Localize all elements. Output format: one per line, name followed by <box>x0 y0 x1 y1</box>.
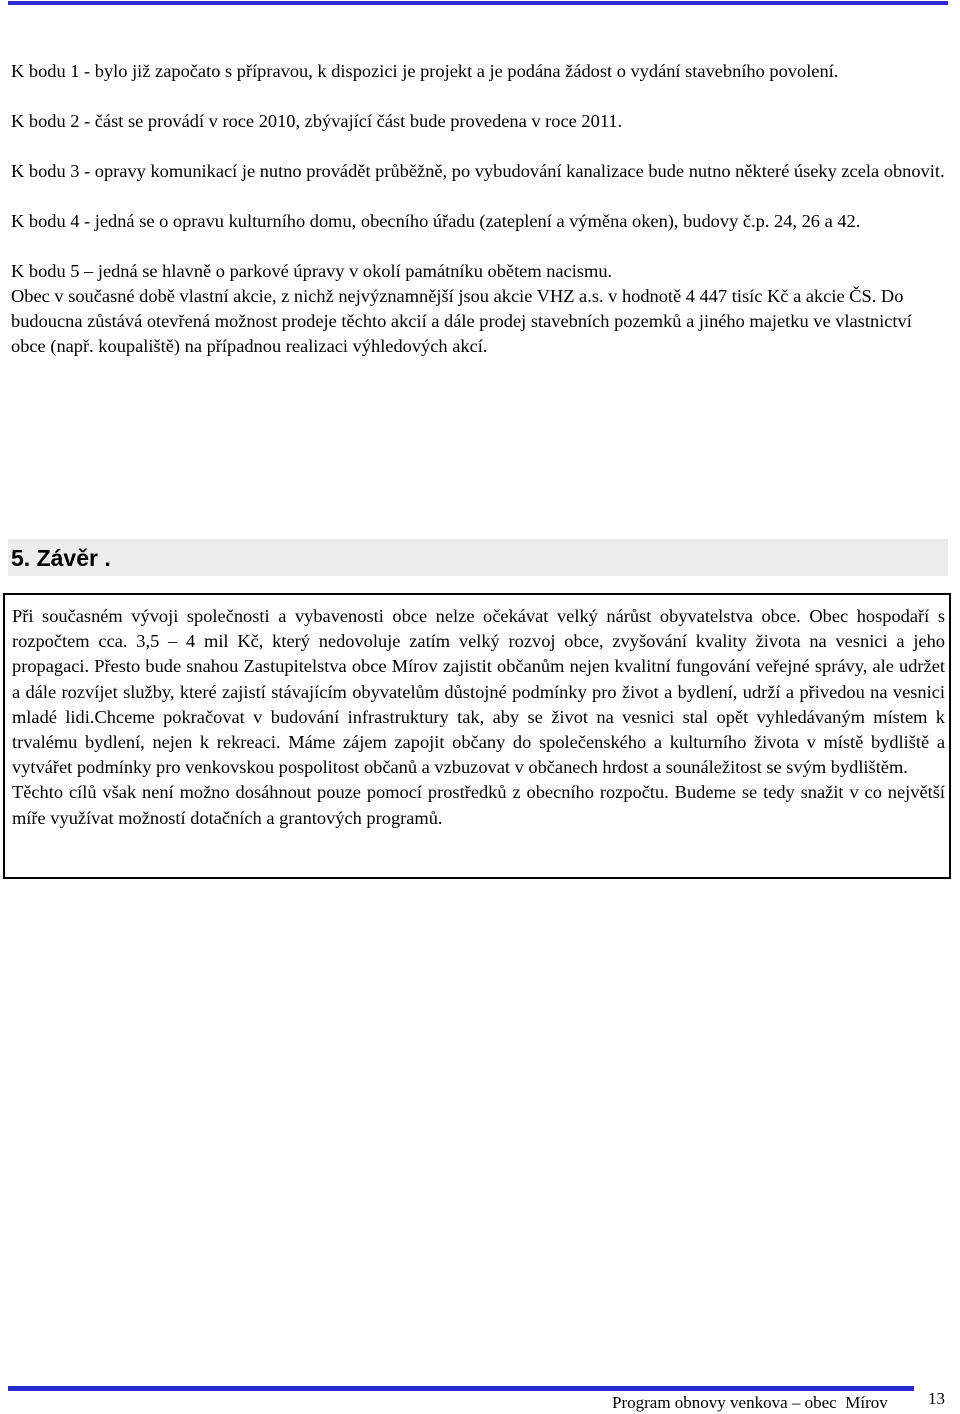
paragraph-item-5: K bodu 5 – jedná se hlavně o parkové úpravy v okolí památníku obětem nacismu. <box>11 261 613 281</box>
document-body <box>11 59 946 359</box>
conclusion-text <box>12 604 945 831</box>
page-number: 13 <box>928 1389 945 1408</box>
paragraph-item-2: K bodu 2 - část se provádí v roce 2010, zbývající část bude provedena v roce 2011. <box>11 111 623 131</box>
conclusion-paragraph-1: Při současném vývoji společnosti a vybavenosti obce nelze očekávat velký nárůst obyvatelstva obce. Obec hospodaří s rozpočtem cca. 3,5 – 4 mil Kč, který nedovoluje zatím velký rozvoj obce, zvyšování kvality života na vesnici a jeho propagaci. Přesto bude snahou Zastupitelstva obce Mírov zajistit občanům nejen kvalitní fungování veřejné správy, ale udržet a dále rozvíjet služby, které zajistí stávajícím obyvatelům důstojné podmínky pro život a bydlení, udrží a přivedou na vesnici mladé lidi.Chceme pokračovat v budování infrastruktury tak, aby se život na vesnici stal opět vyhledávaným místem k trvalému bydlení, nejen k rekreaci. Máme zájem zapojit občany do společenského a kulturního života v místě bydliště a vytvářet podmínky pro venkovskou pospolitost občanů a vzbuzovat v občanech hrdost a sounáležitost se svým bydlištěm. <box>12 606 945 778</box>
top-rule <box>8 1 948 5</box>
paragraph-item-3: K bodu 3 - opravy komunikací je nutno provádět průběžně, po vybudování kanalizace bude nutno některé úseky zcela obnovit. <box>11 161 945 181</box>
paragraph-item-1: K bodu 1 - bylo již započato s přípravou, k dispozici je projekt a je podána žádost o vydání stavebního povolení. <box>11 61 839 81</box>
section-heading: 5. Závěr . <box>11 545 111 571</box>
section-heading-bar <box>8 539 948 576</box>
paragraph-item-4: K bodu 4 - jedná se o opravu kulturního domu, obecního úřadu (zateplení a výměna oken), budovy č.p. 24, 26 a 42. <box>11 211 861 231</box>
conclusion-paragraph-2: Těchto cílů však není možno dosáhnout pouze pomocí prostředků z obecního rozpočtu. Budeme se tedy snažit v co největší míře využívat možností dotačních a grantových programů. <box>12 782 945 828</box>
footer-title: Program obnovy venkova – obec Mírov <box>612 1393 888 1412</box>
footer-rule <box>8 1386 914 1391</box>
paragraph-shares: Obec v současné době vlastní akcie, z nichž nejvýznamnější jsou akcie VHZ a.s. v hodnotě 4 447 tisíc Kč a akcie ČS. Do budoucna zůstává otevřená možnost prodeje těchto akcií a dále prodej stavebních pozemků a jiného majetku ve vlastnictví obce (např. koupaliště) na případnou realizaci výhledových akcí. <box>11 286 912 356</box>
